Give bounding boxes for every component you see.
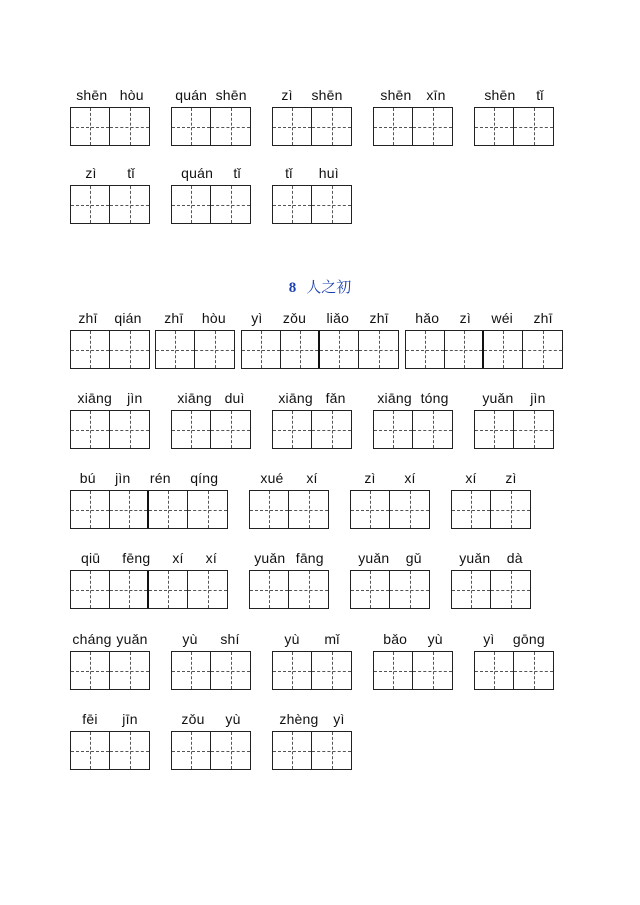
writing-cell[interactable] (312, 732, 351, 769)
writing-cell[interactable] (514, 652, 553, 689)
word-item (171, 709, 251, 771)
pinyin-line (405, 308, 563, 328)
writing-grid[interactable] (70, 490, 228, 529)
pinyin-syllable: yuǎn (358, 550, 390, 566)
writing-cell[interactable] (523, 331, 562, 368)
pinyin-syllable: xīn (426, 87, 446, 103)
word-item (171, 85, 251, 147)
pinyin-syllable: xí (205, 550, 217, 566)
writing-cell[interactable] (390, 491, 429, 528)
pinyin-syllable: zhī (369, 310, 389, 326)
writing-grid[interactable] (451, 570, 531, 609)
word-item (474, 85, 554, 147)
writing-cell[interactable] (320, 331, 359, 368)
pinyin-syllable: rén (149, 470, 171, 486)
word-item (373, 629, 453, 691)
word-item (272, 629, 352, 691)
pinyin-line (70, 468, 228, 488)
writing-cell[interactable] (110, 571, 149, 608)
pinyin-syllable: tóng (420, 390, 449, 406)
pinyin-syllable: zì (459, 310, 471, 326)
pinyin-line (155, 308, 235, 328)
word-item (70, 468, 228, 530)
pinyin-syllable: zǒu (282, 310, 307, 326)
pinyin-syllable: yù (427, 631, 443, 647)
pinyin-line (272, 163, 352, 183)
writing-grid[interactable] (350, 490, 430, 529)
writing-cell[interactable] (475, 652, 514, 689)
writing-grid[interactable] (272, 410, 352, 449)
word-item (70, 388, 150, 450)
writing-cell[interactable] (312, 411, 351, 448)
pinyin-syllable: zhī (533, 310, 553, 326)
pinyin-line (451, 548, 531, 568)
pinyin-syllable: yì (251, 310, 263, 326)
pinyin-syllable: xí (172, 550, 184, 566)
word-item (350, 468, 430, 530)
writing-cell[interactable] (71, 571, 110, 608)
writing-cell[interactable] (211, 732, 250, 769)
pinyin-syllable: yuǎn (254, 550, 286, 566)
pinyin-syllable: jìn (115, 470, 131, 486)
pinyin-syllable: liǎo (326, 310, 350, 326)
pinyin-syllable: zì (85, 165, 97, 181)
word-item (373, 388, 453, 450)
writing-grid[interactable] (171, 651, 251, 690)
writing-cell[interactable] (172, 411, 211, 448)
pinyin-syllable: xí (306, 470, 318, 486)
writing-cell[interactable] (374, 411, 413, 448)
writing-cell[interactable] (413, 108, 452, 145)
writing-cell[interactable] (475, 411, 514, 448)
writing-cell[interactable] (273, 411, 312, 448)
pinyin-syllable: zì (281, 87, 293, 103)
writing-grid[interactable] (272, 651, 352, 690)
pinyin-line (70, 709, 150, 729)
writing-cell[interactable] (149, 571, 188, 608)
pinyin-syllable: shēn (215, 87, 247, 103)
pinyin-syllable: zhèng (279, 711, 319, 727)
lesson-heading (0, 276, 640, 297)
pinyin-syllable: xué (260, 470, 284, 486)
writing-cell[interactable] (71, 331, 110, 368)
pinyin-syllable: qiū (81, 550, 101, 566)
pinyin-syllable: xí (465, 470, 477, 486)
writing-cell[interactable] (413, 411, 452, 448)
writing-cell[interactable] (289, 571, 328, 608)
pinyin-syllable: zì (364, 470, 376, 486)
pinyin-syllable: qián (114, 310, 142, 326)
pinyin-line (171, 163, 251, 183)
pinyin-syllable: jīn (122, 711, 138, 727)
pinyin-syllable: yù (284, 631, 300, 647)
pinyin-syllable: zǒu (181, 711, 205, 727)
pinyin-syllable: tǐ (285, 165, 293, 181)
pinyin-line (70, 85, 150, 105)
writing-grid[interactable] (249, 490, 329, 529)
pinyin-line (474, 388, 554, 408)
writing-grid[interactable] (373, 651, 453, 690)
writing-cell[interactable] (374, 108, 413, 145)
pinyin-syllable: huì (318, 165, 339, 181)
writing-cell[interactable] (491, 491, 530, 528)
pinyin-line (70, 548, 228, 568)
writing-grid[interactable] (70, 731, 150, 770)
writing-cell[interactable] (491, 571, 530, 608)
pinyin-syllable: xiāng (377, 390, 412, 406)
writing-cell[interactable] (172, 652, 211, 689)
word-item (405, 308, 563, 370)
writing-cell[interactable] (406, 331, 445, 368)
word-item (171, 388, 251, 450)
writing-cell[interactable] (351, 571, 390, 608)
pinyin-syllable: dà (506, 550, 523, 566)
pinyin-line (70, 308, 150, 328)
word-item (373, 85, 453, 147)
writing-cell[interactable] (359, 331, 398, 368)
writing-grid[interactable] (272, 731, 352, 770)
pinyin-syllable: shēn (380, 87, 412, 103)
writing-cell[interactable] (71, 652, 110, 689)
writing-grid[interactable] (373, 107, 453, 146)
word-item (171, 163, 251, 225)
writing-cell[interactable] (110, 411, 149, 448)
word-item (272, 163, 352, 225)
writing-grid[interactable] (373, 410, 453, 449)
pinyin-syllable: fēng (122, 550, 151, 566)
writing-cell[interactable] (374, 652, 413, 689)
pinyin-syllable: shí (220, 631, 240, 647)
writing-grid[interactable] (171, 107, 251, 146)
pinyin-line (70, 629, 150, 649)
pinyin-syllable: yuǎn (116, 631, 148, 647)
writing-cell[interactable] (250, 491, 289, 528)
pinyin-syllable: shēn (76, 87, 108, 103)
writing-cell[interactable] (312, 652, 351, 689)
writing-grid[interactable] (249, 570, 329, 609)
writing-cell[interactable] (211, 411, 250, 448)
writing-cell[interactable] (242, 331, 281, 368)
pinyin-line (249, 548, 329, 568)
writing-grid[interactable] (70, 107, 150, 146)
writing-grid[interactable] (241, 330, 399, 369)
word-item (155, 308, 235, 370)
writing-cell[interactable] (514, 108, 553, 145)
word-item (272, 85, 352, 147)
writing-cell[interactable] (273, 732, 312, 769)
pinyin-line (171, 388, 251, 408)
writing-cell[interactable] (484, 331, 523, 368)
pinyin-syllable: gōng (512, 631, 545, 647)
pinyin-syllable: duì (224, 390, 245, 406)
pinyin-syllable: shēn (484, 87, 516, 103)
pinyin-line (350, 548, 430, 568)
pinyin-syllable: jìn (127, 390, 143, 406)
pinyin-line (249, 468, 329, 488)
writing-cell[interactable] (172, 108, 211, 145)
word-item (451, 468, 531, 530)
pinyin-syllable: xiāng (278, 390, 313, 406)
pinyin-line (171, 85, 251, 105)
pinyin-line (451, 468, 531, 488)
pinyin-line (272, 709, 352, 729)
writing-cell[interactable] (188, 491, 227, 528)
word-item (249, 548, 329, 610)
writing-cell[interactable] (445, 331, 484, 368)
pinyin-syllable: yù (182, 631, 198, 647)
word-item (272, 709, 352, 771)
pinyin-syllable: bǎo (383, 631, 408, 647)
pinyin-syllable: fǎn (325, 390, 346, 406)
writing-grid[interactable] (171, 731, 251, 770)
writing-cell[interactable] (273, 108, 312, 145)
pinyin-syllable: tǐ (233, 165, 241, 181)
pinyin-syllable: xí (404, 470, 416, 486)
pinyin-syllable: hòu (119, 87, 144, 103)
pinyin-syllable: yì (333, 711, 345, 727)
word-item (272, 388, 352, 450)
writing-cell[interactable] (273, 652, 312, 689)
writing-cell[interactable] (71, 491, 110, 528)
word-item (70, 308, 150, 370)
word-item (70, 709, 150, 771)
word-item (70, 163, 150, 225)
pinyin-line (70, 388, 150, 408)
writing-cell[interactable] (250, 571, 289, 608)
writing-cell[interactable] (110, 186, 149, 223)
pinyin-syllable: zhī (164, 310, 184, 326)
writing-cell[interactable] (172, 732, 211, 769)
writing-grid[interactable] (451, 490, 531, 529)
writing-grid[interactable] (474, 651, 554, 690)
pinyin-syllable: yuǎn (482, 390, 514, 406)
writing-grid[interactable] (405, 330, 563, 369)
word-item (474, 388, 554, 450)
pinyin-syllable: yì (483, 631, 495, 647)
pinyin-syllable: gǔ (405, 550, 422, 566)
pinyin-syllable: quán (181, 165, 214, 181)
word-item (451, 548, 531, 610)
writing-cell[interactable] (413, 652, 452, 689)
word-item (70, 85, 150, 147)
pinyin-syllable: fēi (82, 711, 98, 727)
writing-cell[interactable] (110, 652, 149, 689)
writing-cell[interactable] (172, 186, 211, 223)
word-item (249, 468, 329, 530)
writing-cell[interactable] (156, 331, 195, 368)
writing-cell[interactable] (452, 571, 491, 608)
pinyin-line (241, 308, 399, 328)
word-item (350, 548, 430, 610)
writing-grid[interactable] (70, 410, 150, 449)
word-item (70, 629, 150, 691)
writing-cell[interactable] (514, 411, 553, 448)
writing-cell[interactable] (390, 571, 429, 608)
writing-grid[interactable] (155, 330, 235, 369)
pinyin-line (171, 629, 251, 649)
pinyin-line (171, 709, 251, 729)
pinyin-line (474, 85, 554, 105)
writing-cell[interactable] (149, 491, 188, 528)
writing-grid[interactable] (70, 330, 150, 369)
pinyin-syllable: xiāng (77, 390, 112, 406)
writing-grid[interactable] (272, 185, 352, 224)
writing-cell[interactable] (188, 571, 227, 608)
pinyin-syllable: wéi (491, 310, 513, 326)
pinyin-syllable: zhī (78, 310, 98, 326)
writing-grid[interactable] (474, 107, 554, 146)
writing-grid[interactable] (70, 570, 228, 609)
pinyin-syllable: zì (505, 470, 517, 486)
lesson-title: 人之初 (306, 278, 352, 296)
pinyin-syllable: yuǎn (459, 550, 491, 566)
writing-grid[interactable] (272, 107, 352, 146)
writing-grid[interactable] (70, 651, 150, 690)
writing-cell[interactable] (312, 186, 351, 223)
writing-cell[interactable] (211, 108, 250, 145)
pinyin-syllable: jìn (530, 390, 546, 406)
writing-cell[interactable] (273, 186, 312, 223)
pinyin-syllable: xiāng (177, 390, 212, 406)
writing-cell[interactable] (351, 491, 390, 528)
writing-cell[interactable] (195, 331, 234, 368)
pinyin-syllable: tǐ (127, 165, 135, 181)
pinyin-syllable: shēn (311, 87, 343, 103)
pinyin-syllable: hǎo (415, 310, 440, 326)
pinyin-syllable: quán (175, 87, 208, 103)
writing-cell[interactable] (452, 491, 491, 528)
pinyin-line (70, 163, 150, 183)
writing-cell[interactable] (71, 186, 110, 223)
pinyin-line (373, 85, 453, 105)
pinyin-syllable: mǐ (324, 631, 340, 647)
pinyin-line (350, 468, 430, 488)
pinyin-line (272, 85, 352, 105)
pinyin-line (272, 629, 352, 649)
writing-cell[interactable] (289, 491, 328, 528)
pinyin-syllable: cháng (72, 631, 112, 647)
writing-cell[interactable] (211, 652, 250, 689)
writing-cell[interactable] (110, 108, 149, 145)
pinyin-syllable: bú (79, 470, 96, 486)
lesson-number: 8 (288, 280, 297, 296)
writing-grid[interactable] (350, 570, 430, 609)
word-item (241, 308, 399, 370)
pinyin-line (373, 629, 453, 649)
writing-cell[interactable] (71, 411, 110, 448)
writing-cell[interactable] (312, 108, 351, 145)
writing-cell[interactable] (110, 491, 149, 528)
pinyin-line (474, 629, 554, 649)
writing-cell[interactable] (71, 108, 110, 145)
pinyin-syllable: hòu (201, 310, 226, 326)
pinyin-line (373, 388, 453, 408)
pinyin-syllable: fāng (295, 550, 324, 566)
word-item (474, 629, 554, 691)
writing-cell[interactable] (211, 186, 250, 223)
word-item (171, 629, 251, 691)
writing-cell[interactable] (110, 331, 149, 368)
pinyin-line (272, 388, 352, 408)
pinyin-syllable: yù (225, 711, 241, 727)
writing-cell[interactable] (110, 732, 149, 769)
pinyin-syllable: qíng (190, 470, 219, 486)
pinyin-syllable: tǐ (536, 87, 544, 103)
writing-cell[interactable] (281, 331, 320, 368)
writing-grid[interactable] (474, 410, 554, 449)
word-item (70, 548, 228, 610)
writing-cell[interactable] (71, 732, 110, 769)
writing-grid[interactable] (171, 185, 251, 224)
writing-cell[interactable] (475, 108, 514, 145)
writing-grid[interactable] (70, 185, 150, 224)
writing-grid[interactable] (171, 410, 251, 449)
